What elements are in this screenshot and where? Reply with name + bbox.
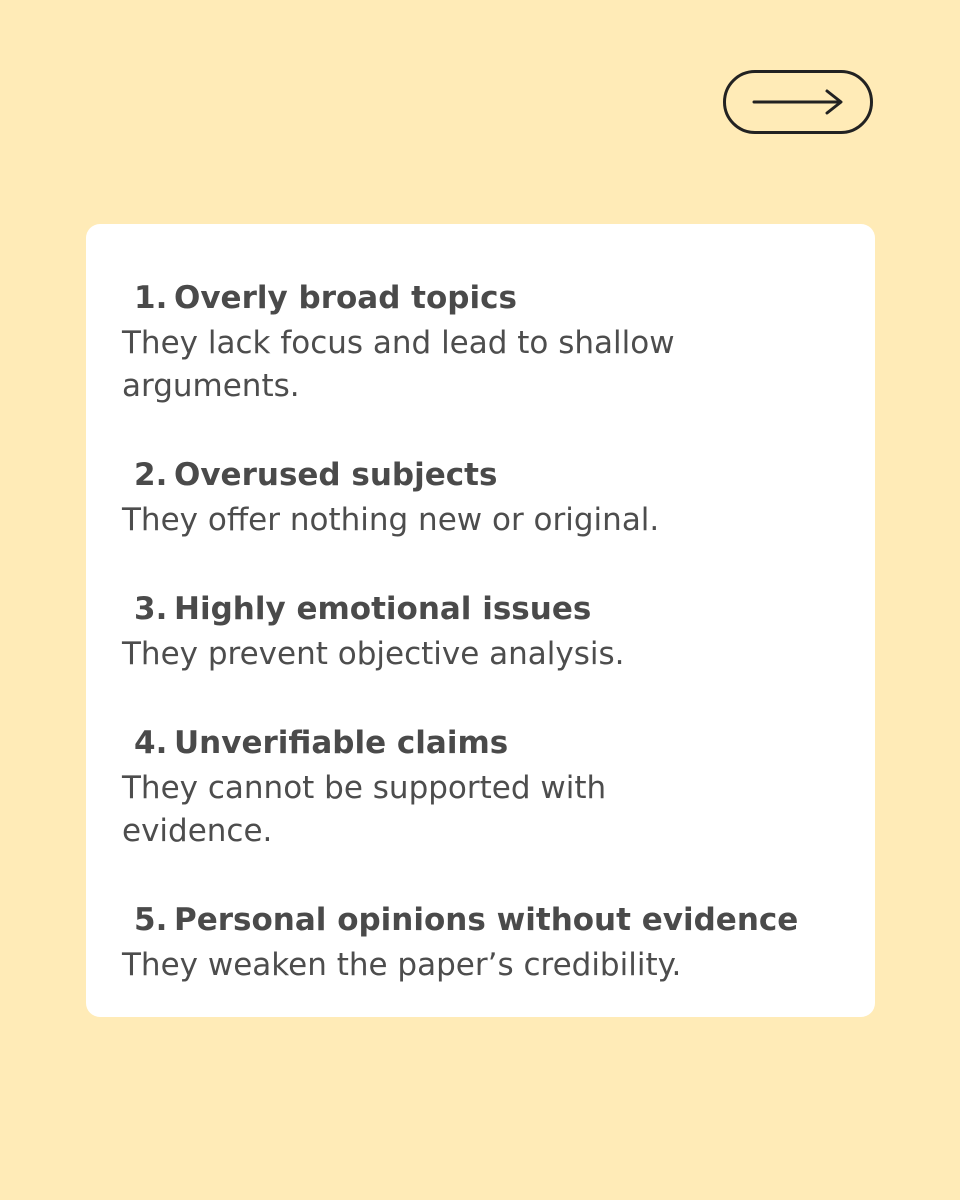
item-title-text: Overused subjects (174, 457, 498, 493)
list-item (122, 898, 839, 987)
item-number: 5. (134, 902, 168, 938)
item-description: They prevent objective analysis. (122, 636, 625, 672)
item-title (122, 587, 839, 631)
item-title-text: Unverifiable claims (174, 725, 509, 761)
item-number: 1. (134, 280, 168, 316)
item-title (122, 453, 839, 497)
item-number: 2. (134, 457, 168, 493)
item-description: They offer nothing new or original. (122, 502, 660, 538)
item-title-text: Overly broad topics (174, 280, 517, 316)
list-item (122, 276, 839, 408)
item-description: They weaken the paper’s credibility. (122, 947, 682, 983)
item-description: They cannot be supported with evidence. (122, 770, 607, 849)
list-item (122, 587, 839, 676)
item-number: 3. (134, 591, 168, 627)
item-number: 4. (134, 725, 168, 761)
item-title-text: Personal opinions without evidence (174, 902, 799, 938)
item-description: They lack focus and lead to shallow arguments. (122, 325, 675, 404)
list-item (122, 721, 839, 853)
item-title (122, 276, 839, 320)
long-arrow-right-icon (750, 87, 846, 117)
list-item (122, 453, 839, 542)
next-button[interactable] (723, 70, 873, 134)
item-title (122, 898, 839, 942)
item-title (122, 721, 839, 765)
item-title-text: Highly emotional issues (174, 591, 592, 627)
content-card (86, 224, 875, 1017)
